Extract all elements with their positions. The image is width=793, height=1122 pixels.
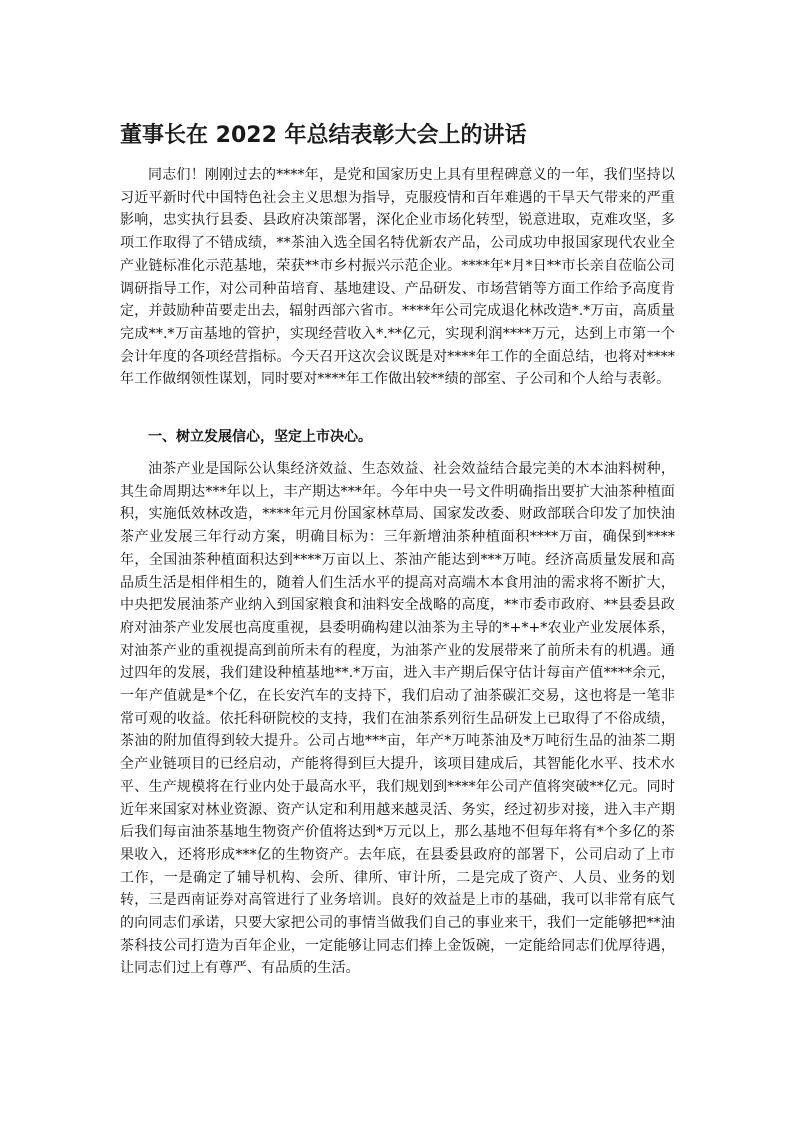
section-paragraph: 油茶产业是国际公认集经济效益、生态效益、社会效益结合最完美的木本油料树种，其生命周期达***年以上，丰产期达***年。今年中央一号文件明确指出要扩大油茶种植面积，实施低效林改造，****年元月份国家林草局、国家发改委、财政部联合印发了加快油茶产业发展三年行动方案，明确目标为：三年新增油茶种植面积****万亩，确保到****年，全国油茶种植面积达到****万亩以上、茶油产能达到***万吨。经济高质量发展和高品质生活是相伴相生的，随着人们生活水平的提高对高端木本食用油的需求将不断扩大，中央把发展油茶产业纳入到国家粮食和油料安全战略的高度，**市委市政府、**县委县政府对油茶产业发展也高度重视，县委明确构建以油茶为主导的*+*+*农业产业发展体系，对油茶产业的重视提高到前所未有的程度，为油茶产业的发展带来了前所未有的机遇。通过四年的发展，我们建设种植基地**.*万亩，进入丰产期后保守估计每亩产值****余元，一年产值就是*个亿，在长安汽车的支持下，我们启动了油茶碳汇交易，这也将是一笔非常可观的收益。依托科研院校的支持，我们在油茶系列衍生品研发上已取得了不俗成绩，茶油的附加值得到较大提升。公司占地***亩，年产*万吨茶油及*万吨衍生品的油茶二期全产业链项目的已经启动，产能将得到巨大提升，该项目建成后，其智能化水平、技术水平、生产规模将在行业内处于最高水平，我们规划到****年公司产值将突破**亿元。同时近年来国家对林业资源、资产认定和利用越来越灵活、务实，经过初步对接，进入丰产期后我们每亩油茶基地生物资产价值将达到*万元以上，那么基地不但每年将有*个多亿的茶果收入，还将形成***亿的生物资产。去年底，在县委县政府的部署下，公司启动了上市工作，一是确定了辅导机构、会所、律所、审计所，二是完成了资产、人员、业务的划转，三是西南证券对高管进行了业务培训。良好的效益是上市的基础，我可以非常有底气的向同志们承诺，只要大家把公司的事情当做我们自己的事业来干，我们一定能够把**油茶科技公司打造为百年企业，一定能够让同志们捧上金饭碗，一定能给同志们优厚待遇，让同志们过上有尊严、有品质的生活。 (120, 461, 675, 977)
section-heading: 一、树立发展信心，坚定上市决心。 (148, 429, 372, 445)
opening-paragraph: 同志们！刚刚过去的****年，是党和国家历史上具有里程碑意义的一年，我们坚持以习近平新时代中国特色社会主义思想为指导，克服疫情和百年难遇的干旱天气带来的严重影响，忠实执行县委、县政府决策部署，深化企业市场化转型，锐意进取，克难攻坚，多项工作取得了不错成绩，**茶油入选全国名特优新农产品，公司成功申报国家现代农业全产业链标准化示范基地，荣获**市乡村振兴示范企业。****年*月*日**市长亲自莅临公司调研指导工作，对公司种苗培育、基地建设、产品研发、市场营销等方面工作给予高度肯定，并鼓励种苗要走出去，辐射西部六省市。****年公司完成退化林改造*.*万亩，高质量完成**.*万亩基地的管护，实现经营收入*.**亿元，实现利润****万元，达到上市第一个会计年度的各项经营指标。今天召开这次会议既是对****年工作的全面总结，也将对****年工作做纲领性谋划，同时要对****年工作做出较**绩的部室、子公司和个人给与表彰。 (120, 167, 675, 388)
document-title: 董事长在 2022 年总结表彰大会上的讲话 (120, 123, 527, 148)
